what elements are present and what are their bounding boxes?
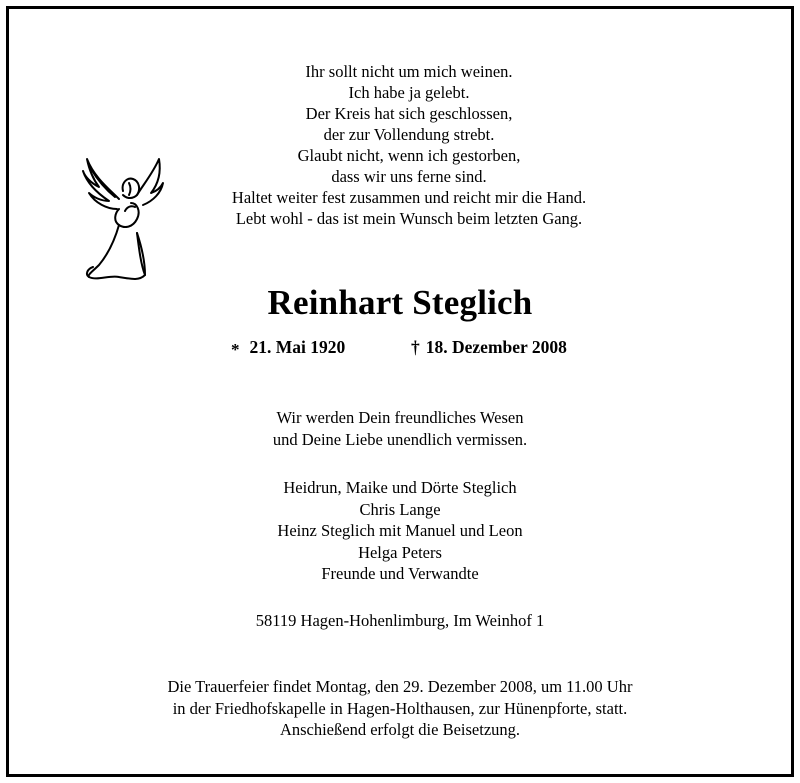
life-dates	[9, 337, 791, 361]
death-date-group	[411, 337, 567, 358]
poem-line: Ich habe ja gelebt.	[348, 83, 470, 102]
poem-line: der zur Vollendung strebt.	[323, 125, 495, 144]
closing-line: Wir werden Dein freundliches Wesen	[276, 408, 524, 427]
funeral-info	[9, 676, 791, 741]
funeral-line: Anschießend erfolgt die Beisetzung.	[279, 720, 521, 739]
poem-line: Ihr sollt nicht um mich weinen.	[305, 62, 513, 81]
mourner-line: Freunde und Verwandte	[321, 564, 479, 583]
poem-line: dass wir uns ferne sind.	[331, 167, 487, 186]
poem	[189, 61, 629, 229]
poem-line: Haltet weiter fest zusammen und reicht mir die Hand.	[231, 188, 587, 207]
mourner-line: Helga Peters	[358, 542, 442, 562]
birth-star-icon: *	[231, 340, 240, 359]
closing-line: und Deine Liebe unendlich vermissen.	[272, 430, 528, 449]
closing-words	[9, 407, 791, 451]
mourners-list	[9, 477, 791, 585]
mourner-line: Heidrun, Maike und Dörte Steglich	[283, 478, 517, 497]
birth-date-group	[231, 337, 345, 358]
family-address: 58119 Hagen-Hohenlimburg, Im Weinhof 1	[255, 611, 545, 630]
deceased-name: Reinhart Steglich	[267, 283, 533, 322]
obituary-notice	[6, 6, 794, 777]
funeral-line: Die Trauerfeier findet Montag, den 29. Dezember 2008, um 11.00 Uhr	[167, 677, 633, 696]
poem-line: Lebt wohl - das ist mein Wunsch beim letzten Gang.	[235, 209, 583, 228]
mourner-line: Chris Lange	[359, 499, 441, 519]
angel-icon	[79, 149, 169, 284]
birth-date: 21. Mai 1920	[249, 337, 346, 357]
poem-line: Glaubt nicht, wenn ich gestorben,	[297, 146, 521, 165]
mourner-line: Heinz Steglich mit Manuel und Leon	[277, 521, 523, 540]
cross-icon: †	[411, 337, 420, 357]
death-date: 18. Dezember 2008	[425, 337, 567, 357]
funeral-line: in der Friedhofskapelle in Hagen-Holthausen, zur Hünenpforte, statt.	[172, 698, 628, 718]
poem-line: Der Kreis hat sich geschlossen,	[305, 104, 513, 123]
